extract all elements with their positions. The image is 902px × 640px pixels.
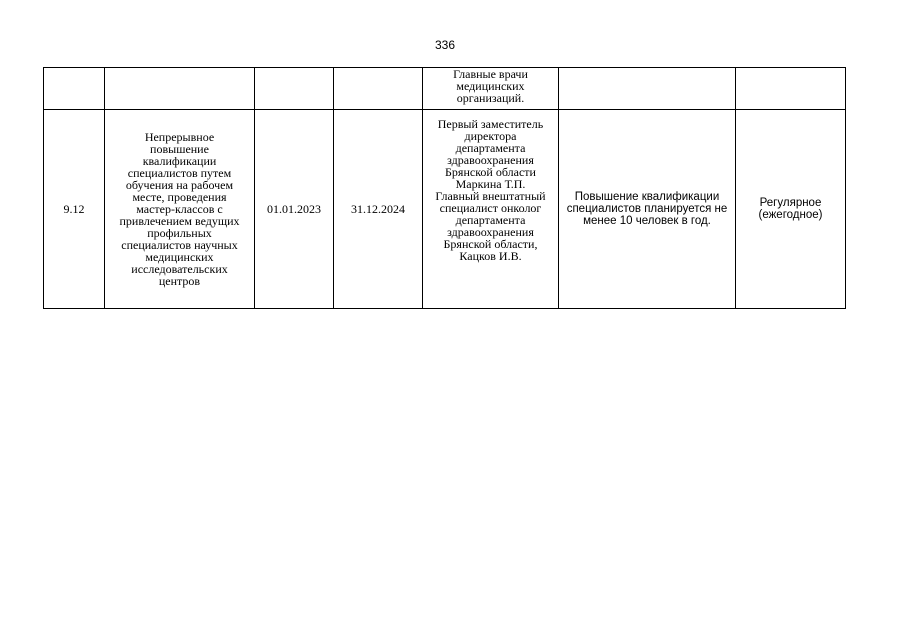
table-row bbox=[44, 110, 846, 309]
cell-number: 9.12 bbox=[44, 110, 105, 309]
cell-frequency: Регулярное (ежегодное) bbox=[736, 110, 846, 309]
cell-start-date: 01.01.2023 bbox=[255, 110, 334, 309]
cell-frequency bbox=[736, 68, 846, 110]
cell-start-date bbox=[255, 68, 334, 110]
cell-responsible: Главные врачи медицинских организаций. bbox=[423, 68, 559, 110]
cell-responsible: Первый заместитель директора департамента здравоохранения Брянской области Маркина Т.П. Главный внештатный специалист онколог департамента здравоохранения Брянской области, Кацков И.В. bbox=[423, 110, 559, 309]
cell-result bbox=[559, 68, 736, 110]
plan-table bbox=[43, 67, 846, 309]
page-number: 336 bbox=[434, 38, 456, 52]
cell-end-date: 31.12.2024 bbox=[334, 110, 423, 309]
cell-result: Повышение квалификации специалистов планируется не менее 10 человек в год. bbox=[559, 110, 736, 309]
cell-activity: Непрерывное повышение квалификации специалистов путем обучения на рабочем месте, проведения мастер-классов с привлечением ведущих профильных специалистов научных медицинских исследовательских центров bbox=[105, 110, 255, 309]
cell-number bbox=[44, 68, 105, 110]
cell-activity bbox=[105, 68, 255, 110]
table-row-continuation bbox=[44, 68, 846, 110]
cell-end-date bbox=[334, 68, 423, 110]
